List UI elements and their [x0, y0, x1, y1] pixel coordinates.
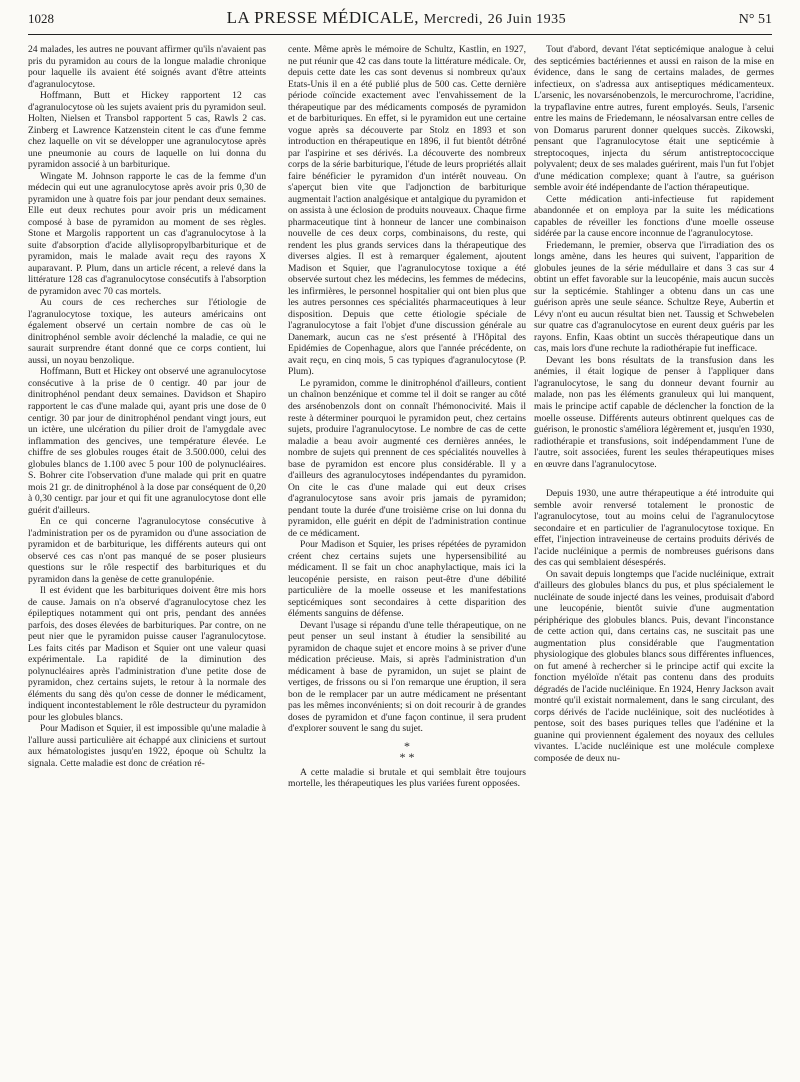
- text-column-2: [288, 44, 526, 1074]
- paragraph: Cette médication anti-infectieuse fut rapidement abandonnée et on employa par la suite les médications capables de réveiller les fonctions d'une moelle osseuse sidérée par la cause encore inconnue de l'agranulocytose.: [534, 193, 774, 240]
- text-column-3: [534, 44, 774, 1074]
- paragraph: Friedemann, le premier, observa que l'irradiation des os longs amène, dans les heures qui suivent, l'apparition de globules jeunes de la série médullaire et dans 3 cas sur 4 obtint un effet favorable sur la leucopénie, mais aucun succès sur la septicémie. Stahlinger a obtenu dans un cas une guérison après une seule séance. Schultze Reye, Aubertin et Lévy n'ont eu aucun résultat bien net. Taussig et Schwebelen sur quatre cas d'agranulocytose en eurent deux guéris par les rayons. Enfin, Kaas obtint un succès thérapeutique dans un cas, mais lors d'une rechute la radiothérapie fut inefficace.: [534, 239, 774, 355]
- paragraph: Pour Madison et Squier, les prises répétées de pyramidon créent chez certains sujets une hypersensibilité au médicament. Il se fait un choc anaphylactique, mais ici la leucopénie persiste, en raison peut-être d'une débilité particulière de la moelle osseuse et les manifestations septicémiques sont secondaires à cette disparition des éléments sanguins de défense.: [288, 539, 526, 620]
- paragraph: Depuis 1930, une autre thérapeutique a été introduite qui semble avoir renversé totalement le pronostic de l'agranulocytose, tout au moins celui de l'agranulocytose secondaire et en particulier de l'agranulocytose toxique. En effet, l'injection intraveineuse de certains produits dérivés de l'acide nucléinique a permis de nombreuses guérisons dans des cas qui semblaient désespérés.: [534, 488, 774, 569]
- masthead: [227, 8, 566, 28]
- paragraph: Tout d'abord, devant l'état septicémique analogue à celui des septicémies bactériennes et aussi en raison de la mise en évidence, dans le sang de certains malades, de germes infectieux, on s'adressa aux antiseptiques médicamenteux. L'arsenic, les novarsénobenzols, le mercurochrome, l'acridine, la trypaflavine entre autres, furent employés. Seuls, l'arsenic entre les mains de Friedemann, le néosalvarsan entre celles de von Domarus parurent donner quelques succès. Zikowski, pensant que l'agranulocytose était une septicémie à streptocoques, injecta du sérum antistreptococcique polyvalent; deux de ses malades guérirent, mais l'un fut l'objet d'une médication complexe; quant à l'autre, sa guérison semble avoir été indépendante de l'action thérapeutique.: [534, 44, 774, 194]
- page-header: [28, 8, 772, 35]
- page-number: 1028: [28, 11, 54, 26]
- paragraph: Au cours de ces recherches sur l'étiologie de l'agranulocytose toxique, les auteurs américains ont également observé un certain nombre de cas où le dinitrophénol semble avoir déclenché la maladie, ce qui ne saurait surprendre étant donné que ce corps contient, lui aussi, un noyau benzolique.: [28, 297, 266, 366]
- paragraph: Wingate M. Johnson rapporte le cas de la femme d'un médecin qui eut une agranulocytose après avoir pris 0,30 de pyramidon une à quatre fois par jour pendant deux semaines. Elle eut deux rechutes pour avoir pris un médicament composé à base de pyramidon au moment de ses règles. Stone et Margolis rapportent un cas d'agranulocytose à la suite d'absorption d'acide allylisopropylbarbiturique et de pyramidon, mais le malade avait reçu des rayons X auparavant. P. Plum, dans un article récent, a relevé dans la littérature 128 cas d'agranulocytose consécutifs à l'absorption de pyramidon avec 70 cas mortels.: [28, 170, 266, 297]
- asterism-bottom: * *: [399, 749, 415, 764]
- paragraph: Devant l'usage si répandu d'une telle thérapeutique, on ne peut penser un seul instant à étudier la sensibilité au pyramidon de chaque sujet et encore moins à se priver d'une médication précieuse. Mais, si après l'administration d'un médicament à base de pyramidon, un sujet se plaint de vertiges, de frissons ou si l'on remarque une éruption, il sera bon de le remplacer par un autre médicament ne présentant pas les mêmes inconvénients; si on doit recourir à de grandes doses de pyramidon et d'une façon continue, il sera prudent d'explorer souvent le sang du sujet.: [288, 619, 526, 735]
- paragraph: Le pyramidon, comme le dinitrophénol d'ailleurs, contient un chaînon benzénique et comme tel il doit se ranger au côté des arsénobenzols dont on connaît l'hémonocivité. Mais il reste à déterminer pourquoi le pyramidon peut, chez certains sujets, produire l'agranulocytose. Le nombre de cas de cette maladie a beau avoir augmenté ces dernières années, le nombre de sujets qui prennent de ces spécialités nouvelles à base de pyramidon est encore plus considérable. Il y a d'ailleurs des agranulocytoses indépendantes du pyramidon. On cite le cas d'une malade qui eut deux crises d'agranulocytose sans avoir pris jamais de pyramidon; pendant toute la durée d'une troisième crise on lui donna du pyramidon, elle guérit en dépit de l'administration continue de ce médicament.: [288, 377, 526, 539]
- asterism-top: *: [404, 738, 410, 753]
- paragraph: En ce qui concerne l'agranulocytose consécutive à l'administration per os de pyramidon ou d'une association de pyramidon et de barbiturique, les différents auteurs qui ont observé ces cas n'ont pas manqué de se poser plusieurs questions sur le rôle respectif des barbituriques et du pyramidon dans la genèse de cette granulopénie.: [28, 516, 266, 585]
- paragraph: Hoffmann, Butt et Hickey ont observé une agranulocytose consécutive à la prise de 0 centigr. 40 par jour de dinitrophénol pendant deux semaines. Davidson et Shapiro rapportent le cas d'une malade qui, ayant pris une dose de 0 centigr. 30 par jour de dinitrophénol pendant vingt jours, eut un ictère, une ulcération du pilier droit de l'amygdale avec inflammation des gencives, une température élevée. Le chiffre de ses globules rouges était de 3.500.000, celui des globules blancs de 1.100 avec 5 pour 100 de polynucléaires. S. Bohrer cite l'observation d'une malade qui prit en quatre mois 21 gr. de dinitrophénol à la dose par conséquent de 0,20 à 0,30 centigr. par jour et qui fit une agranulocytose dont elle guérit d'ailleurs.: [28, 366, 266, 516]
- paragraph: cente. Même après le mémoire de Schultz, Kastlin, en 1927, ne put réunir que 42 cas dans toute la littérature médicale. Or, depuis cette date les cas sont devenus si nombreux qu'aux Etats-Unis il en a été publié plus de 500 cas. Cette dernière période coïncide exactement avec l'envahissement de la thérapeutique par des médicaments composés de pyramidon et de barbituriques. En effet, si le pyramidon eut une certaine vogue après sa découverte par Stolz en 1893 et son introduction en thérapeutique en 1896, il fut bientôt détrôné par l'aspirine et ses dérivés. La découverte des nombreux corps de la série barbiturique, l'étude de leurs propriétés allait faire bénéficier le pyramidon d'un intérêt nouveau. On s'aperçut bien vite que l'adjonction de barbiturique augmentait l'action analgésique et antalgique du pyramidon et on assista à une éclosion de produits nouveaux. Chaque firme pharmaceutique tint à honneur de lancer une combinaison nouvelle de ces deux corps, combinaisons, du reste, qui rendent les plus grands services dans la thérapeutique des diverses algies. Il est à remarquer également, ajoutent Madison et Squier, que l'agranulocytose toxique a été observée surtout chez les médecins, les femmes de médecins, les infirmières, le personnel hospitalier qui ont bien plus que les autres personnes ces spécialités pharmaceutiques à leur disposition. Depuis que cette étiologie spéciale de l'agranulocytose a fait l'objet d'une discussion générale au Danemark, aucun cas ne s'est présenté à l'Hôpital des Epidémies de Copenhague, alors que l'année précédente, on avait reçu, en cinq mois, 5 cas typiques d'agranulocytose (P. Plum).: [288, 44, 526, 378]
- paragraph: Il est évident que les barbituriques doivent être mis hors de cause. Jamais on n'a observé d'agranulocytose chez les épileptiques notamment qui ont pris, pendant des années parfois, des doses élevées de barbituriques. Par contre, on ne peut nier que le pyramidon puisse causer l'agranulocytose. Les faits cités par Madison et Squier ont une valeur quasi expérimentale. La rapidité de la diminution des polynucléaires après l'administration d'une petite dose de pyramidon, chez certains sujets, le retour à la normale des éléments du sang dès qu'on cesse de donner le médicament, indiquent incontestablement le rôle destructeur du pyramidon pour les globules blancs.: [28, 585, 266, 723]
- paragraph: Hoffmann, Butt et Hickey rapportent 12 cas d'agranulocytose où les sujets avaient pris du pyramidon seul. Holten, Nielsen et Transbol rapportent 5 cas, Rawls 2 cas. Zinberg et Lawrence Katzenstein citent le cas d'une femme chez laquelle on vit se développer une agranulocytose après une pneumonie au cours de laquelle on lui donna du pyramidon associé à un barbiturique.: [28, 90, 266, 171]
- paragraph: 24 malades, les autres ne pouvant affirmer qu'ils n'avaient pas pris du pyramidon au cours de la longue maladie chronique pour laquelle ils avaient été soignés avant d'être atteints d'agranulocytose.: [28, 44, 266, 90]
- issue-date: 26 Juin 1935: [487, 12, 567, 27]
- column-gap: [534, 470, 774, 488]
- paragraph: On savait depuis longtemps que l'acide nucléinique, extrait d'ailleurs des globules blancs du pus, et plus spécialement le nucléinate de soude injecté dans les veines, produisait d'abord une leucopénie, bientôt suivie d'une augmentation périphérique des globules blancs. Puis, devant l'inconstance de cette action qui, dans certains cas, ne suscitait pas une augmentation plus considérable que l'augmentation physiologique des globules blancs sous différentes influences, on fut amené à rechercher si le principe actif qui excite la fonction myéloïde n'était pas contenu dans des produits dégradés de l'acide nucléinique. En 1924, Henry Jackson avait montré qu'il existait normalement, dans le sang circulant, des corps dérivés de l'acide nucléinique, soit des nucléotides à pentose, soit des bases puriques telles que l'adénine et la guanine qui proviennent également des noyaux des cellules vivantes. L'acide nucléinique est une molécule complexe composée de deux nu-: [534, 568, 774, 764]
- issue-number: N° 51: [738, 12, 772, 27]
- paragraph: A cette maladie si brutale et qui semblait être toujours mortelle, les thérapeutiques les plus variées furent opposées.: [288, 766, 526, 790]
- paragraph: Pour Madison et Squier, il est impossible qu'une maladie à l'allure aussi particulière ait échappé aux cliniciens et surtout aux hématologistes jusqu'en 1922, époque où Schultz la signala. Cette maladie est donc de création ré-: [28, 723, 266, 769]
- weekday: Mercredi,: [423, 12, 484, 27]
- journal-title: LA PRESSE MÉDICALE,: [226, 8, 419, 27]
- section-break: [288, 738, 526, 764]
- text-column-1: [28, 44, 266, 1074]
- paragraph: Devant les bons résultats de la transfusion dans les anémies, il était logique de penser à l'appliquer dans l'agranulocytose, le sang du donneur devant fournir au malade, non pas les éléments granuleux qui lui manquent, mais le principe actif capable de déclencher la fonction de la moelle osseuse. Différents auteurs obtinrent quelques cas de guérison, le pronostic s'améliora légèrement et, jusqu'en 1930, radiothérapie et transfusions, soit indépendamment l'une de l'autre, soit associées, furent les seules thérapeutiques mises en œuvre dans l'agranulocytose.: [534, 354, 774, 470]
